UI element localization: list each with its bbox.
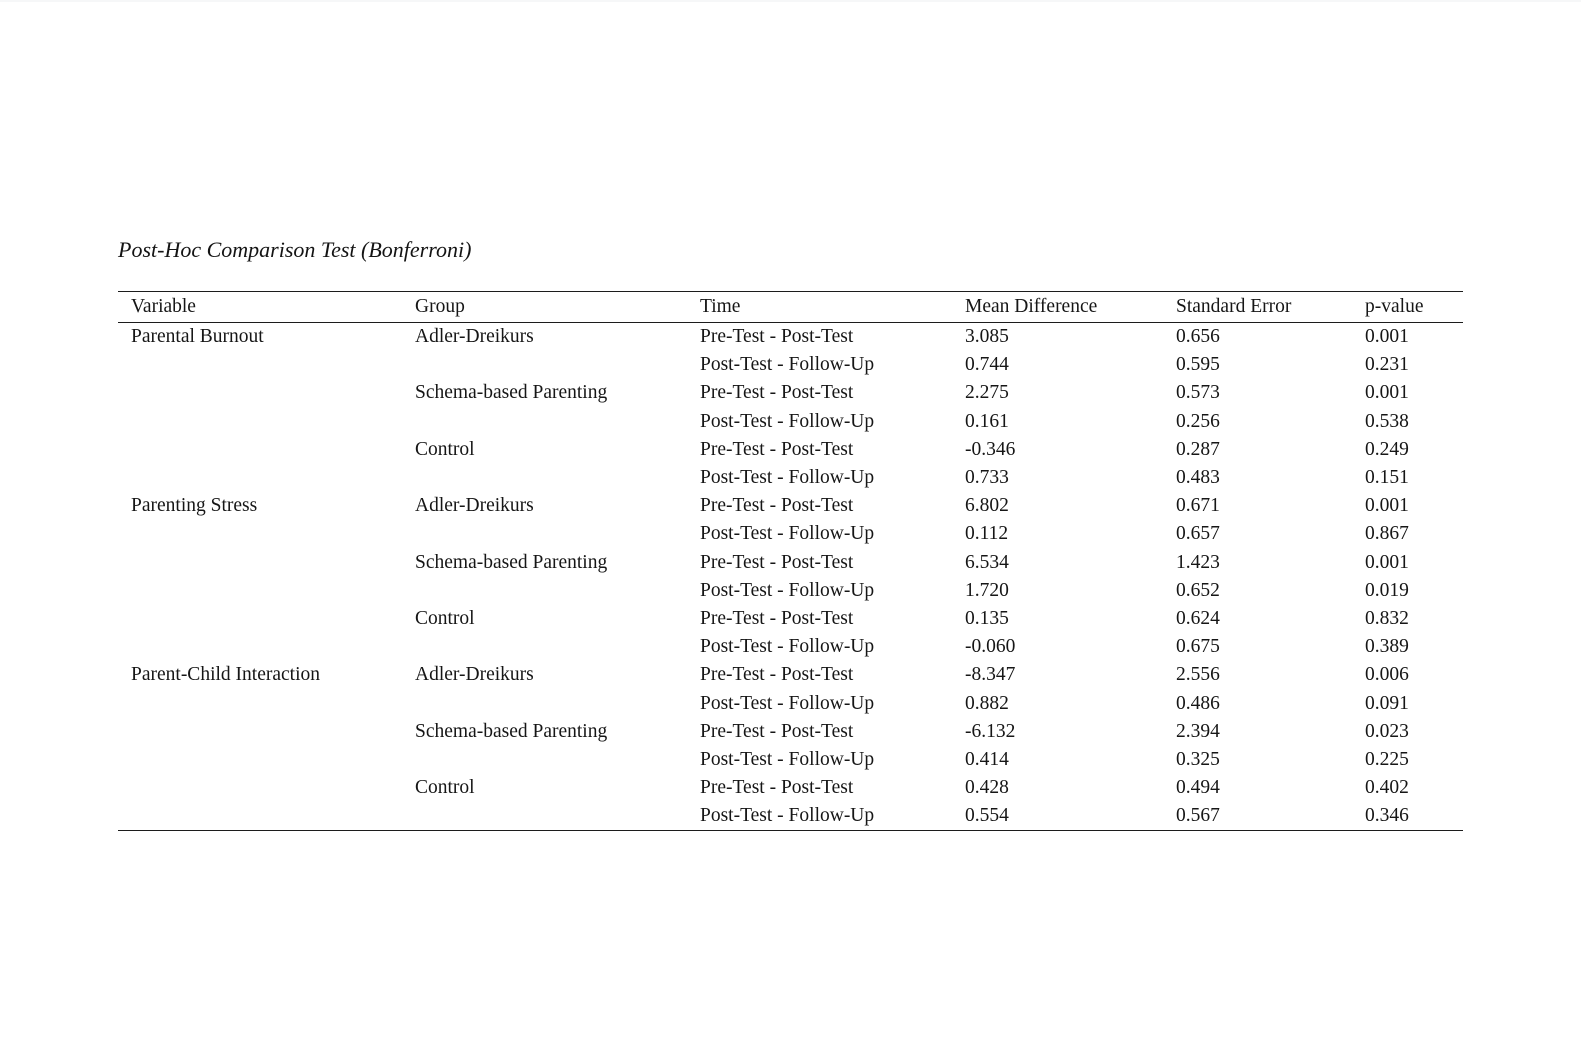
table-cell: 0.414	[965, 748, 1009, 770]
table-cell	[402, 520, 687, 548]
table-cell: Adler-Dreikurs	[415, 664, 534, 686]
table-cell	[118, 689, 402, 717]
table-cell: 0.161	[965, 410, 1009, 432]
table-cell: 0.494	[1176, 777, 1220, 799]
column-header-p-value: p-value	[1365, 295, 1424, 317]
table-cell: Post-Test - Follow-Up	[700, 748, 875, 770]
table-cell	[402, 408, 687, 436]
table-cell: 0.287	[1176, 438, 1220, 460]
table-cell: 0.657	[1176, 523, 1220, 545]
column-header-time: Time	[700, 295, 741, 317]
table-cell: 0.567	[1176, 805, 1220, 827]
posthoc-comparison-table	[118, 291, 1463, 831]
table-cell: 6.802	[965, 495, 1009, 517]
table-cell: 2.275	[965, 382, 1009, 404]
table-cell: Pre-Test - Post-Test	[700, 720, 854, 742]
table-cell: 0.402	[1365, 777, 1409, 799]
table-cell: Schema-based Parenting	[415, 551, 608, 573]
table-cell	[118, 802, 402, 831]
table-header	[118, 292, 1463, 323]
table-cell: Pre-Test - Post-Test	[700, 438, 854, 460]
table-cell: 0.231	[1365, 354, 1409, 376]
table-cell: 0.652	[1176, 579, 1220, 601]
table-cell: 3.085	[965, 326, 1009, 348]
table-cell	[402, 464, 687, 492]
table-cell: 0.733	[965, 467, 1009, 489]
table-cell	[118, 436, 402, 464]
table-cell: 0.001	[1365, 495, 1409, 517]
table-body	[118, 323, 1463, 831]
table-row	[118, 379, 1463, 407]
table-cell: Adler-Dreikurs	[415, 326, 534, 348]
table-cell: 0.249	[1365, 438, 1409, 460]
table-cell	[118, 605, 402, 633]
table-cell: 0.225	[1365, 748, 1409, 770]
table-cell: 0.006	[1365, 664, 1409, 686]
table-cell: Parent-Child Interaction	[131, 664, 320, 686]
table-cell: 0.091	[1365, 692, 1409, 714]
table-cell: 0.486	[1176, 692, 1220, 714]
table-cell	[118, 774, 402, 802]
table-cell: 0.867	[1365, 523, 1409, 545]
table-cell: 6.534	[965, 551, 1009, 573]
table-row	[118, 408, 1463, 436]
table-cell: 0.554	[965, 805, 1009, 827]
table-cell: Post-Test - Follow-Up	[700, 523, 875, 545]
table-cell	[118, 408, 402, 436]
table-cell: 0.001	[1365, 382, 1409, 404]
table-cell	[402, 746, 687, 774]
table-cell: Pre-Test - Post-Test	[700, 551, 854, 573]
table-row	[118, 605, 1463, 633]
table-cell: Post-Test - Follow-Up	[700, 354, 875, 376]
table-row	[118, 633, 1463, 661]
table-cell: 0.001	[1365, 551, 1409, 573]
table-cell: 0.151	[1365, 467, 1409, 489]
table-cell: Post-Test - Follow-Up	[700, 636, 875, 658]
table-cell	[118, 577, 402, 605]
table-cell: 0.832	[1365, 607, 1409, 629]
table-cell: 1.720	[965, 579, 1009, 601]
table-cell	[118, 549, 402, 577]
table-cell: 0.573	[1176, 382, 1220, 404]
table-cell	[402, 802, 687, 831]
table-cell: 0.001	[1365, 326, 1409, 348]
table-cell: -0.346	[965, 438, 1016, 460]
table-cell: 0.135	[965, 607, 1009, 629]
table-row	[118, 436, 1463, 464]
table-cell: -8.347	[965, 664, 1016, 686]
table-cell: Post-Test - Follow-Up	[700, 579, 875, 601]
table-cell: 0.538	[1365, 410, 1409, 432]
table-row	[118, 689, 1463, 717]
page-top-edge	[0, 0, 1581, 2]
column-header-standard-error: Standard Error	[1176, 295, 1292, 317]
table-cell: Pre-Test - Post-Test	[700, 607, 854, 629]
table-cell: Pre-Test - Post-Test	[700, 382, 854, 404]
table-cell: Parenting Stress	[131, 495, 258, 517]
table-cell: 0.428	[965, 777, 1009, 799]
table-cell	[402, 689, 687, 717]
table-row	[118, 464, 1463, 492]
table-cell: Adler-Dreikurs	[415, 495, 534, 517]
table-cell: Pre-Test - Post-Test	[700, 777, 854, 799]
table-cell	[118, 379, 402, 407]
table-cell: 2.556	[1176, 664, 1220, 686]
table-cell: Parental Burnout	[131, 326, 264, 348]
table-cell	[118, 520, 402, 548]
table-cell: 0.346	[1365, 805, 1409, 827]
table-cell: 0.325	[1176, 748, 1220, 770]
table-cell: Pre-Test - Post-Test	[700, 326, 854, 348]
column-header-mean-difference: Mean Difference	[965, 295, 1098, 317]
table-row	[118, 802, 1463, 831]
table-cell	[402, 351, 687, 379]
table-cell: 0.671	[1176, 495, 1220, 517]
table-cell: 0.882	[965, 692, 1009, 714]
table-row	[118, 520, 1463, 548]
table-cell: 1.423	[1176, 551, 1220, 573]
table-cell	[118, 464, 402, 492]
table-cell: Pre-Test - Post-Test	[700, 495, 854, 517]
table-cell: 0.483	[1176, 467, 1220, 489]
table-row	[118, 774, 1463, 802]
table-cell: 2.394	[1176, 720, 1220, 742]
table-cell: 0.595	[1176, 354, 1220, 376]
table-cell	[402, 633, 687, 661]
table-row	[118, 323, 1463, 352]
table-cell: 0.675	[1176, 636, 1220, 658]
table-cell: 0.744	[965, 354, 1009, 376]
table-cell: 0.023	[1365, 720, 1409, 742]
table-row	[118, 661, 1463, 689]
table-cell: Schema-based Parenting	[415, 382, 608, 404]
table-cell	[118, 746, 402, 774]
table-cell: Control	[415, 607, 475, 629]
table-cell: Post-Test - Follow-Up	[700, 805, 875, 827]
table-cell: -0.060	[965, 636, 1016, 658]
table-cell: Control	[415, 438, 475, 460]
table-cell	[118, 718, 402, 746]
table-cell: Post-Test - Follow-Up	[700, 692, 875, 714]
table-cell: Post-Test - Follow-Up	[700, 410, 875, 432]
column-header-group: Group	[415, 295, 465, 317]
table-cell: 0.624	[1176, 607, 1220, 629]
table-cell	[402, 577, 687, 605]
header-row	[118, 292, 1463, 323]
column-header-variable: Variable	[131, 295, 196, 317]
table-row	[118, 492, 1463, 520]
table-row	[118, 549, 1463, 577]
table-cell: 0.019	[1365, 579, 1409, 601]
table-cell: 0.389	[1365, 636, 1409, 658]
table-cell: 0.656	[1176, 326, 1220, 348]
table-cell: Control	[415, 777, 475, 799]
table-row	[118, 746, 1463, 774]
table-row	[118, 577, 1463, 605]
table-title: Post-Hoc Comparison Test (Bonferroni)	[118, 237, 472, 262]
table-cell	[118, 633, 402, 661]
table-cell: 0.256	[1176, 410, 1220, 432]
table-cell: 0.112	[965, 523, 1009, 545]
table-cell: Post-Test - Follow-Up	[700, 467, 875, 489]
table-cell: Pre-Test - Post-Test	[700, 664, 854, 686]
table-row	[118, 351, 1463, 379]
table-row	[118, 718, 1463, 746]
table-cell	[118, 351, 402, 379]
table-cell: Schema-based Parenting	[415, 720, 608, 742]
table-cell: -6.132	[965, 720, 1016, 742]
